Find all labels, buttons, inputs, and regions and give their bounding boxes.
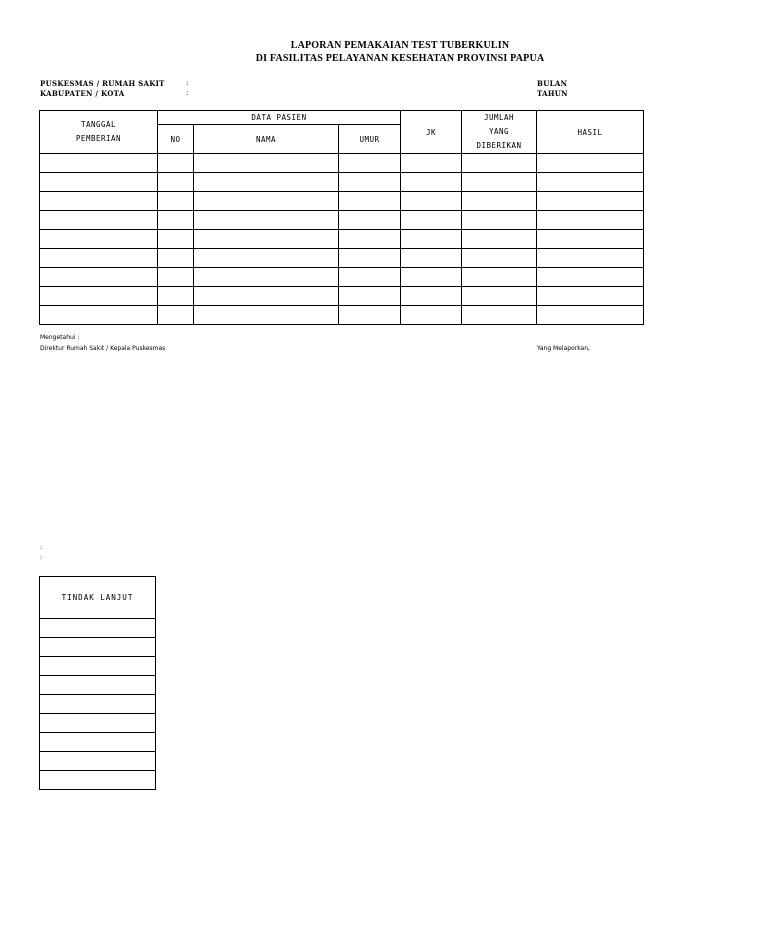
cell-jk[interactable] xyxy=(401,306,462,325)
table-row xyxy=(40,695,156,714)
cell-umur[interactable] xyxy=(339,230,401,249)
cell-hasil[interactable] xyxy=(537,230,644,249)
header-tanggal-pemberian xyxy=(40,111,158,154)
cell-jk[interactable] xyxy=(401,154,462,173)
cell-nama[interactable] xyxy=(194,306,339,325)
table-row xyxy=(40,714,156,733)
cell-jk[interactable] xyxy=(401,173,462,192)
header-hasil: HASIL xyxy=(537,111,644,154)
cell-tindak-lanjut[interactable] xyxy=(40,676,156,695)
cell-tanggal[interactable] xyxy=(40,268,158,287)
cell-jumlah[interactable] xyxy=(462,249,537,268)
report-title-line-1: LAPORAN PEMAKAIAN TEST TUBERKULIN xyxy=(290,40,510,51)
table-row xyxy=(40,306,644,325)
cell-hasil[interactable] xyxy=(537,268,644,287)
cell-no[interactable] xyxy=(158,173,194,192)
cell-hasil[interactable] xyxy=(537,192,644,211)
table-row xyxy=(40,287,644,306)
cell-tanggal[interactable] xyxy=(40,154,158,173)
cell-jumlah[interactable] xyxy=(462,287,537,306)
cell-tindak-lanjut[interactable] xyxy=(40,638,156,657)
cell-umur[interactable] xyxy=(339,287,401,306)
cell-tanggal[interactable] xyxy=(40,173,158,192)
header-jumlah-yang-diberikan xyxy=(462,111,537,154)
cell-jumlah[interactable] xyxy=(462,173,537,192)
cell-tindak-lanjut[interactable] xyxy=(40,657,156,676)
cell-jumlah[interactable] xyxy=(462,268,537,287)
table-row xyxy=(40,733,156,752)
cell-tindak-lanjut[interactable] xyxy=(40,619,156,638)
cell-tanggal[interactable] xyxy=(40,287,158,306)
cell-umur[interactable] xyxy=(339,173,401,192)
yang-melaporkan-label: Yang Melaporkan, xyxy=(537,345,590,352)
cell-jumlah[interactable] xyxy=(462,154,537,173)
table-row xyxy=(40,211,644,230)
puskesmas-label: PUSKESMAS / RUMAH SAKIT xyxy=(40,79,165,88)
usage-report-table xyxy=(39,110,644,325)
cell-umur[interactable] xyxy=(339,211,401,230)
cell-nama[interactable] xyxy=(194,154,339,173)
table-row xyxy=(40,638,156,657)
cell-tanggal[interactable] xyxy=(40,192,158,211)
cell-tanggal[interactable] xyxy=(40,249,158,268)
cell-jumlah[interactable] xyxy=(462,306,537,325)
cell-hasil[interactable] xyxy=(537,306,644,325)
header-data-pasien: DATA PASIEN xyxy=(158,111,401,125)
cell-umur[interactable] xyxy=(339,306,401,325)
cell-no[interactable] xyxy=(158,249,194,268)
header-jumlah: JUMLAH xyxy=(483,113,515,122)
header-no: NO xyxy=(158,125,194,154)
cell-hasil[interactable] xyxy=(537,173,644,192)
table-row xyxy=(40,752,156,771)
tindak-lanjut-body xyxy=(40,619,156,790)
header-jk: JK xyxy=(401,111,462,154)
cell-no[interactable] xyxy=(158,306,194,325)
cell-umur[interactable] xyxy=(339,154,401,173)
cell-tindak-lanjut[interactable] xyxy=(40,714,156,733)
cell-jumlah[interactable] xyxy=(462,230,537,249)
cell-hasil[interactable] xyxy=(537,287,644,306)
puskesmas-colon: : xyxy=(186,79,189,87)
header-umur: UMUR xyxy=(339,125,401,154)
cell-tanggal[interactable] xyxy=(40,211,158,230)
report-title-line-2: DI FASILITAS PELAYANAN KESEHATAN PROVINSI PAPUA xyxy=(255,53,545,64)
cell-no[interactable] xyxy=(158,192,194,211)
cell-tindak-lanjut[interactable] xyxy=(40,695,156,714)
cell-jk[interactable] xyxy=(401,230,462,249)
header-tanggal: TANGGAL xyxy=(80,120,117,129)
header-nama: NAMA xyxy=(194,125,339,154)
cell-umur[interactable] xyxy=(339,249,401,268)
table-row xyxy=(40,268,644,287)
cell-no[interactable] xyxy=(158,287,194,306)
header-pemberian: PEMBERIAN xyxy=(75,134,122,143)
table-row xyxy=(40,192,644,211)
main-table-body xyxy=(40,154,644,325)
cell-nama[interactable] xyxy=(194,249,339,268)
tindak-lanjut-table xyxy=(39,576,156,790)
cell-jk[interactable] xyxy=(401,211,462,230)
signature-colon-2: : xyxy=(40,554,43,561)
table-row xyxy=(40,154,644,173)
header-tindak-lanjut: TINDAK LANJUT xyxy=(40,577,156,619)
header-yang: YANG xyxy=(488,127,510,136)
table-row xyxy=(40,230,644,249)
table-row xyxy=(40,249,644,268)
cell-jk[interactable] xyxy=(401,192,462,211)
cell-jk[interactable] xyxy=(401,268,462,287)
cell-hasil[interactable] xyxy=(537,249,644,268)
table-row xyxy=(40,657,156,676)
cell-tindak-lanjut[interactable] xyxy=(40,733,156,752)
cell-nama[interactable] xyxy=(194,192,339,211)
cell-tanggal[interactable] xyxy=(40,230,158,249)
cell-umur[interactable] xyxy=(339,268,401,287)
direktur-label: Direktur Rumah Sakit / Kepala Puskesmas xyxy=(40,345,166,352)
cell-tanggal[interactable] xyxy=(40,306,158,325)
cell-jumlah[interactable] xyxy=(462,211,537,230)
cell-tindak-lanjut[interactable] xyxy=(40,771,156,790)
bulan-label: BULAN xyxy=(537,79,568,88)
signature-colon-1: : xyxy=(40,544,43,551)
cell-no[interactable] xyxy=(158,211,194,230)
table-row xyxy=(40,771,156,790)
kabupaten-colon: : xyxy=(186,89,189,97)
cell-jk[interactable] xyxy=(401,287,462,306)
cell-umur[interactable] xyxy=(339,192,401,211)
mengetahui-label: Mengetahui : xyxy=(40,334,80,341)
cell-hasil[interactable] xyxy=(537,211,644,230)
cell-nama[interactable] xyxy=(194,211,339,230)
cell-hasil[interactable] xyxy=(537,154,644,173)
cell-jumlah[interactable] xyxy=(462,192,537,211)
cell-no[interactable] xyxy=(158,230,194,249)
cell-nama[interactable] xyxy=(194,287,339,306)
cell-tindak-lanjut[interactable] xyxy=(40,752,156,771)
cell-no[interactable] xyxy=(158,268,194,287)
cell-nama[interactable] xyxy=(194,230,339,249)
table-row xyxy=(40,173,644,192)
tahun-label: TAHUN xyxy=(537,89,568,98)
cell-jk[interactable] xyxy=(401,249,462,268)
table-row xyxy=(40,619,156,638)
header-diberikan: DIBERIKAN xyxy=(476,141,522,150)
cell-nama[interactable] xyxy=(194,173,339,192)
table-row xyxy=(40,676,156,695)
cell-no[interactable] xyxy=(158,154,194,173)
kabupaten-label: KABUPATEN / KOTA xyxy=(40,89,125,98)
cell-nama[interactable] xyxy=(194,268,339,287)
